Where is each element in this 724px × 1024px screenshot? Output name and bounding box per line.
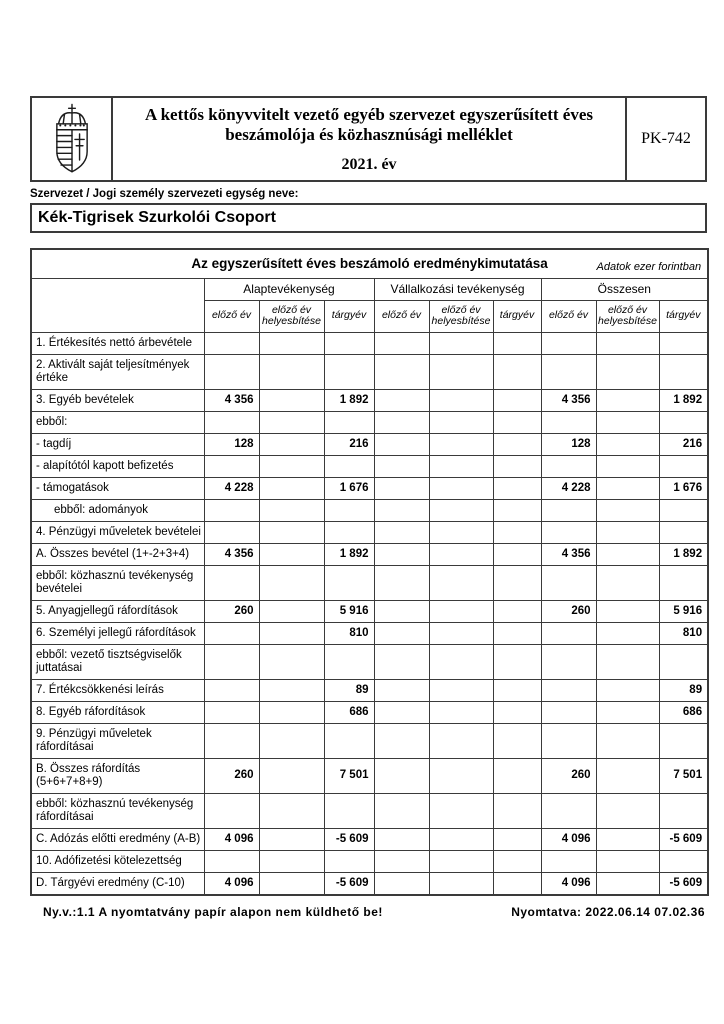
- value-cell: [259, 389, 324, 411]
- value-cell: [259, 332, 324, 354]
- value-cell: [429, 793, 493, 828]
- group-header-business-activity: Vállalkozási tevékenység: [374, 278, 541, 300]
- value-cell: [429, 521, 493, 543]
- value-cell: [493, 565, 541, 600]
- row-label: ebből:: [31, 411, 204, 433]
- value-cell: [596, 758, 659, 793]
- value-cell: -5 609: [659, 828, 708, 850]
- value-cell: [493, 354, 541, 389]
- row-label: - támogatások: [31, 477, 204, 499]
- value-cell: [596, 433, 659, 455]
- value-cell: 4 356: [541, 389, 596, 411]
- row-label: 5. Anyagjellegű ráfordítások: [31, 600, 204, 622]
- value-cell: [374, 701, 429, 723]
- value-cell: [493, 701, 541, 723]
- column-subheader-2: tárgyév: [324, 300, 374, 332]
- value-cell: 1 892: [324, 543, 374, 565]
- value-cell: 4 356: [541, 543, 596, 565]
- value-cell: [259, 872, 324, 895]
- value-cell: [493, 411, 541, 433]
- value-cell: 4 096: [541, 828, 596, 850]
- value-cell: [259, 723, 324, 758]
- value-cell: [596, 455, 659, 477]
- value-cell: [204, 679, 259, 701]
- value-cell: 260: [204, 758, 259, 793]
- value-cell: [324, 354, 374, 389]
- value-cell: 4 228: [204, 477, 259, 499]
- value-cell: [374, 565, 429, 600]
- value-cell: [596, 679, 659, 701]
- value-cell: [596, 389, 659, 411]
- row-label: ebből: közhasznú tevékenység ráfordításai: [31, 793, 204, 828]
- value-cell: [259, 679, 324, 701]
- value-cell: [493, 622, 541, 644]
- value-cell: [204, 793, 259, 828]
- form-title-block: [113, 98, 627, 180]
- value-cell: [659, 499, 708, 521]
- table-row: [31, 872, 708, 895]
- value-cell: [493, 758, 541, 793]
- value-cell: [204, 455, 259, 477]
- table-row: [31, 828, 708, 850]
- value-cell: [541, 354, 596, 389]
- value-cell: [541, 723, 596, 758]
- table-row: [31, 600, 708, 622]
- value-cell: [596, 332, 659, 354]
- column-subheader-6: előző év: [541, 300, 596, 332]
- value-cell: [429, 565, 493, 600]
- value-cell: 7 501: [659, 758, 708, 793]
- form-code: PK-742: [641, 130, 691, 147]
- value-cell: 810: [324, 622, 374, 644]
- value-cell: [429, 758, 493, 793]
- column-subheader-5: tárgyév: [493, 300, 541, 332]
- value-cell: [659, 354, 708, 389]
- value-cell: [429, 828, 493, 850]
- footer-printed-timestamp: Nyomtatva: 2022.06.14 07.02.36: [511, 904, 705, 919]
- value-cell: [493, 389, 541, 411]
- value-cell: 5 916: [659, 600, 708, 622]
- value-cell: [429, 332, 493, 354]
- value-cell: -5 609: [659, 872, 708, 895]
- value-cell: [374, 600, 429, 622]
- value-cell: [429, 354, 493, 389]
- value-cell: 1 892: [659, 543, 708, 565]
- table-row: [31, 701, 708, 723]
- value-cell: [493, 850, 541, 872]
- row-label: ebből: közhasznú tevékenység bevételei: [31, 565, 204, 600]
- table-row: [31, 793, 708, 828]
- value-cell: [596, 477, 659, 499]
- value-cell: [374, 433, 429, 455]
- unit-note: Adatok ezer forintban: [596, 260, 702, 273]
- table-row: [31, 389, 708, 411]
- value-cell: [596, 793, 659, 828]
- value-cell: -5 609: [324, 872, 374, 895]
- footer-version-note: Ny.v.:1.1 A nyomtatvány papír alapon nem küldhető be!: [43, 904, 383, 919]
- value-cell: 216: [659, 433, 708, 455]
- value-cell: [324, 644, 374, 679]
- value-cell: 1 676: [324, 477, 374, 499]
- value-cell: [493, 332, 541, 354]
- group-header-core-activity: Alaptevékenység: [204, 278, 374, 300]
- table-row: [31, 644, 708, 679]
- value-cell: [374, 793, 429, 828]
- value-cell: [374, 521, 429, 543]
- value-cell: [541, 793, 596, 828]
- value-cell: 260: [204, 600, 259, 622]
- value-cell: 1 676: [659, 477, 708, 499]
- value-cell: [429, 872, 493, 895]
- value-cell: [493, 644, 541, 679]
- value-cell: 4 228: [541, 477, 596, 499]
- value-cell: [429, 644, 493, 679]
- value-cell: [374, 411, 429, 433]
- value-cell: [374, 455, 429, 477]
- logo-cell: [32, 98, 113, 180]
- value-cell: 5 916: [324, 600, 374, 622]
- value-cell: [374, 828, 429, 850]
- row-label: B. Összes ráfordítás (5+6+7+8+9): [31, 758, 204, 793]
- value-cell: [204, 499, 259, 521]
- value-cell: [374, 644, 429, 679]
- value-cell: [493, 455, 541, 477]
- value-cell: [493, 723, 541, 758]
- value-cell: [204, 850, 259, 872]
- value-cell: [596, 600, 659, 622]
- value-cell: [429, 701, 493, 723]
- row-label: 7. Értékcsökkenési leírás: [31, 679, 204, 701]
- value-cell: [324, 850, 374, 872]
- value-cell: [324, 793, 374, 828]
- table-row: [31, 622, 708, 644]
- value-cell: 89: [324, 679, 374, 701]
- value-cell: [541, 850, 596, 872]
- value-cell: [541, 622, 596, 644]
- table-row: [31, 477, 708, 499]
- table-title-row: [31, 249, 708, 278]
- row-label: ebből: adományok: [31, 499, 204, 521]
- column-subheader-4: előző év helyesbítése: [429, 300, 493, 332]
- value-cell: [259, 622, 324, 644]
- value-cell: [541, 499, 596, 521]
- row-label: - tagdíj: [31, 433, 204, 455]
- value-cell: [324, 499, 374, 521]
- value-cell: [204, 411, 259, 433]
- value-cell: 89: [659, 679, 708, 701]
- table-row: [31, 354, 708, 389]
- value-cell: [596, 828, 659, 850]
- value-cell: 1 892: [324, 389, 374, 411]
- row-label: 4. Pénzügyi műveletek bevételei: [31, 521, 204, 543]
- table-title-cell: [31, 249, 708, 278]
- column-subheader-1: előző év helyesbítése: [259, 300, 324, 332]
- value-cell: [374, 758, 429, 793]
- value-cell: 4 356: [204, 543, 259, 565]
- value-cell: [541, 679, 596, 701]
- row-label-column-header: [31, 278, 204, 332]
- value-cell: [596, 701, 659, 723]
- table-row: [31, 543, 708, 565]
- value-cell: [374, 850, 429, 872]
- value-cell: [259, 433, 324, 455]
- value-cell: [374, 622, 429, 644]
- row-label: 2. Aktivált saját teljesítmények értéke: [31, 354, 204, 389]
- value-cell: [374, 723, 429, 758]
- value-cell: [541, 701, 596, 723]
- row-label: 10. Adófizetési kötelezettség: [31, 850, 204, 872]
- value-cell: [324, 565, 374, 600]
- value-cell: [493, 499, 541, 521]
- value-cell: [493, 433, 541, 455]
- column-subheader-3: előző év: [374, 300, 429, 332]
- value-cell: [659, 332, 708, 354]
- value-cell: [541, 455, 596, 477]
- row-label: C. Adózás előtti eredmény (A-B): [31, 828, 204, 850]
- value-cell: 810: [659, 622, 708, 644]
- row-label: 6. Személyi jellegű ráfordítások: [31, 622, 204, 644]
- table-title: Az egyszerűsített éves beszámoló eredménykimutatása: [191, 256, 548, 272]
- form-header: [30, 96, 707, 182]
- value-cell: [493, 793, 541, 828]
- value-cell: [493, 543, 541, 565]
- value-cell: [204, 565, 259, 600]
- row-label: ebből: vezető tisztségviselők juttatásai: [31, 644, 204, 679]
- column-subheader-8: tárgyév: [659, 300, 708, 332]
- value-cell: [259, 758, 324, 793]
- value-cell: [204, 354, 259, 389]
- value-cell: 260: [541, 600, 596, 622]
- value-cell: [259, 793, 324, 828]
- value-cell: 4 096: [204, 828, 259, 850]
- value-cell: [429, 723, 493, 758]
- value-cell: [493, 872, 541, 895]
- value-cell: [596, 499, 659, 521]
- row-label: 1. Értékesítés nettó árbevétele: [31, 332, 204, 354]
- value-cell: 7 501: [324, 758, 374, 793]
- value-cell: [374, 389, 429, 411]
- value-cell: [541, 644, 596, 679]
- value-cell: 260: [541, 758, 596, 793]
- value-cell: [429, 499, 493, 521]
- value-cell: [659, 850, 708, 872]
- table-row: [31, 758, 708, 793]
- value-cell: [429, 455, 493, 477]
- value-cell: [659, 793, 708, 828]
- table-row: [31, 850, 708, 872]
- group-header-total: Összesen: [541, 278, 708, 300]
- value-cell: [204, 701, 259, 723]
- form-year: 2021. év: [341, 156, 397, 173]
- organization-name-label: Szervezet / Jogi személy szervezeti egység neve:: [30, 188, 299, 200]
- table-row: [31, 332, 708, 354]
- value-cell: [374, 679, 429, 701]
- value-cell: [204, 723, 259, 758]
- table-row: [31, 521, 708, 543]
- value-cell: [324, 332, 374, 354]
- value-cell: [259, 565, 324, 600]
- value-cell: [429, 622, 493, 644]
- value-cell: [493, 477, 541, 499]
- value-cell: [541, 411, 596, 433]
- value-cell: [259, 644, 324, 679]
- value-cell: [596, 354, 659, 389]
- value-cell: [324, 455, 374, 477]
- value-cell: [541, 565, 596, 600]
- income-statement-table: [30, 248, 709, 896]
- value-cell: [493, 521, 541, 543]
- value-cell: [324, 723, 374, 758]
- row-label: - alapítótól kapott befizetés: [31, 455, 204, 477]
- value-cell: [659, 521, 708, 543]
- value-cell: [259, 543, 324, 565]
- value-cell: [596, 622, 659, 644]
- value-cell: [429, 411, 493, 433]
- value-cell: [204, 521, 259, 543]
- value-cell: [259, 828, 324, 850]
- value-cell: [429, 543, 493, 565]
- value-cell: [259, 477, 324, 499]
- value-cell: [204, 332, 259, 354]
- value-cell: 4 356: [204, 389, 259, 411]
- value-cell: [374, 872, 429, 895]
- hungarian-coat-of-arms-icon: [46, 102, 98, 176]
- value-cell: 686: [324, 701, 374, 723]
- row-label: 3. Egyéb bevételek: [31, 389, 204, 411]
- form-title: A kettős könyvvitelt vezető egyéb szervezet egyszerűsített éves beszámolója és közhasznúsági melléklet: [145, 105, 593, 144]
- value-cell: [204, 622, 259, 644]
- row-label: D. Tárgyévi eredmény (C-10): [31, 872, 204, 895]
- table-row: [31, 679, 708, 701]
- value-cell: [259, 499, 324, 521]
- value-cell: [659, 565, 708, 600]
- organization-name: Kék-Tigrisek Szurkolói Csoport: [38, 209, 276, 226]
- value-cell: [493, 679, 541, 701]
- column-subheader-7: előző év helyesbítése: [596, 300, 659, 332]
- value-cell: [259, 850, 324, 872]
- value-cell: [259, 411, 324, 433]
- value-cell: [596, 411, 659, 433]
- value-cell: [596, 521, 659, 543]
- value-cell: [596, 872, 659, 895]
- value-cell: 128: [204, 433, 259, 455]
- value-cell: [374, 354, 429, 389]
- value-cell: [259, 701, 324, 723]
- value-cell: [324, 521, 374, 543]
- value-cell: [429, 433, 493, 455]
- value-cell: [659, 411, 708, 433]
- value-cell: [596, 644, 659, 679]
- value-cell: [374, 332, 429, 354]
- value-cell: -5 609: [324, 828, 374, 850]
- form-content: [30, 96, 707, 919]
- value-cell: [429, 600, 493, 622]
- page-footer: [30, 905, 707, 919]
- value-cell: [659, 644, 708, 679]
- value-cell: [429, 679, 493, 701]
- value-cell: [259, 354, 324, 389]
- value-cell: 4 096: [204, 872, 259, 895]
- value-cell: 4 096: [541, 872, 596, 895]
- value-cell: [541, 521, 596, 543]
- value-cell: [596, 565, 659, 600]
- table-row: [31, 411, 708, 433]
- row-label: 9. Pénzügyi műveletek ráfordításai: [31, 723, 204, 758]
- value-cell: [259, 521, 324, 543]
- table-row: [31, 565, 708, 600]
- value-cell: [429, 389, 493, 411]
- row-label: A. Összes bevétel (1+-2+3+4): [31, 543, 204, 565]
- value-cell: 1 892: [659, 389, 708, 411]
- value-cell: [429, 477, 493, 499]
- value-cell: [541, 332, 596, 354]
- column-subheader-0: előző év: [204, 300, 259, 332]
- value-cell: [659, 723, 708, 758]
- value-cell: [204, 644, 259, 679]
- value-cell: [493, 828, 541, 850]
- value-cell: [259, 600, 324, 622]
- value-cell: [596, 850, 659, 872]
- table-row: [31, 499, 708, 521]
- value-cell: [259, 455, 324, 477]
- value-cell: [659, 455, 708, 477]
- table-row: [31, 455, 708, 477]
- value-cell: [374, 477, 429, 499]
- value-cell: [324, 411, 374, 433]
- value-cell: [429, 850, 493, 872]
- value-cell: 216: [324, 433, 374, 455]
- table-row: [31, 433, 708, 455]
- row-label: 8. Egyéb ráfordítások: [31, 701, 204, 723]
- value-cell: 686: [659, 701, 708, 723]
- value-cell: [596, 543, 659, 565]
- table-row: [31, 723, 708, 758]
- organization-name-field: [30, 203, 707, 233]
- value-cell: [374, 499, 429, 521]
- value-cell: 128: [541, 433, 596, 455]
- value-cell: [374, 543, 429, 565]
- value-cell: [596, 723, 659, 758]
- column-group-row: [31, 278, 708, 300]
- value-cell: [493, 600, 541, 622]
